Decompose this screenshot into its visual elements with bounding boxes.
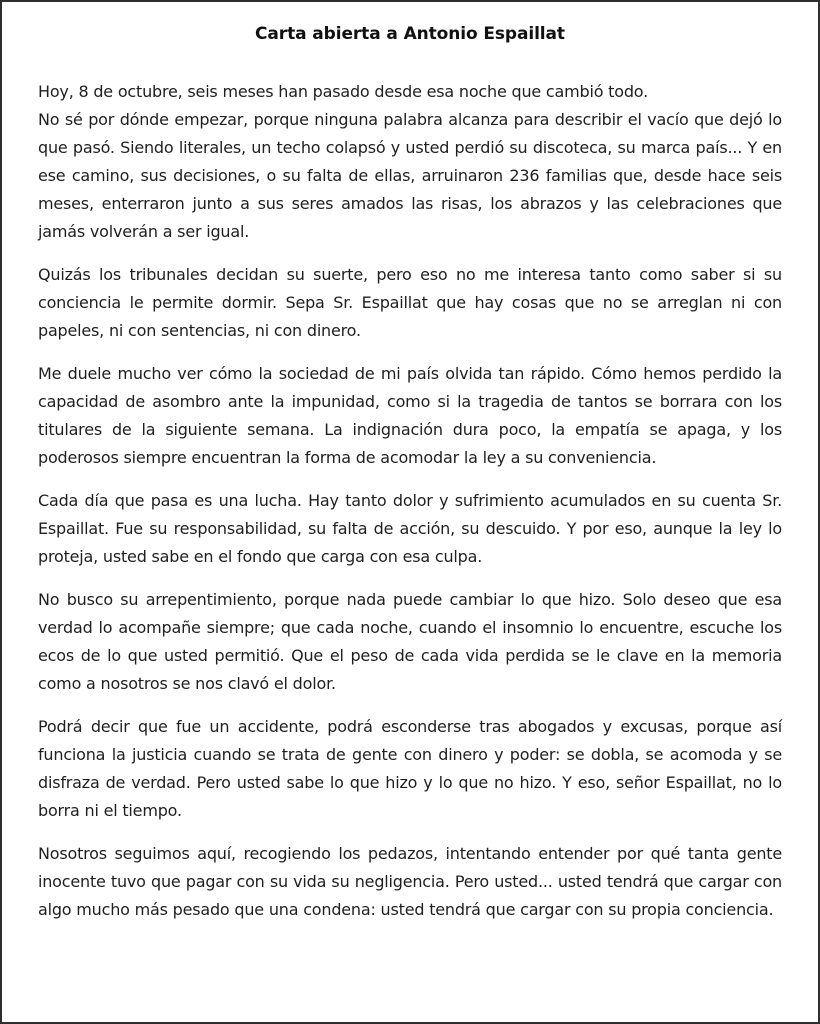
letter-paragraph: Podrá decir que fue un accidente, podrá esconderse tras abogados y excusas, porque así funciona la justicia cuando se trata de gente con dinero y poder: se dobla, se acomoda y se disfraza de verdad. Pero usted sabe lo que hizo y lo que no hizo. Y eso, señor Espaillat, no lo borra ni el tiempo. [38,717,782,820]
letter-body [38,78,782,924]
letter-opening-line: Hoy, 8 de octubre, seis meses han pasado desde esa noche que cambió todo. [38,82,648,101]
letter-paragraph: No busco su arrepentimiento, porque nada puede cambiar lo que hizo. Solo deseo que esa verdad lo acompañe siempre; que cada noche, cuando el insomnio lo encuentre, escuche los ecos de lo que usted permitió. Que el peso de cada vida perdida se le clave en la memoria como a nosotros se nos clavó el dolor. [38,590,782,693]
letter-title: Carta abierta a Antonio Espaillat [255,24,565,44]
letter-paragraph: Me duele mucho ver cómo la sociedad de mi país olvida tan rápido. Cómo hemos perdido la capacidad de asombro ante la impunidad, como si la tragedia de tantos se borrara con los titulares de la siguiente semana. La indignación dura poco, la empatía se apaga, y los poderosos siempre encuentran la forma de acomodar la ley a su conveniencia. [38,364,782,467]
letter-paragraph: Quizás los tribunales decidan su suerte, pero eso no me interesa tanto como saber si su conciencia le permite dormir. Sepa Sr. Espaillat que hay cosas que no se arreglan ni con papeles, ni con sentencias, ni con dinero. [38,265,782,340]
letter-paragraph: Nosotros seguimos aquí, recogiendo los pedazos, intentando entender por qué tanta gente inocente tuvo que pagar con su vida su negligencia. Pero usted... usted tendrá que cargar con algo mucho más pesado que una condena: usted tendrá que cargar con su propia conciencia. [38,844,782,919]
letter-paragraph: No sé por dónde empezar, porque ninguna palabra alcanza para describir el vacío que dejó lo que pasó. Siendo literales, un techo colapsó y usted perdió su discoteca, su marca país... Y en ese camino, sus decisiones, o su falta de ellas, arruinaron 236 familias que, desde hace seis meses, enterraron junto a sus seres amados las risas, los abrazos y las celebraciones que jamás volverán a ser igual. [38,110,782,241]
letter-paragraph: Cada día que pasa es una lucha. Hay tanto dolor y sufrimiento acumulados en su cuenta Sr. Espaillat. Fue su responsabilidad, su falta de acción, su descuido. Y por eso, aunque la ley lo proteja, usted sabe en el fondo que carga con esa culpa. [38,491,782,566]
